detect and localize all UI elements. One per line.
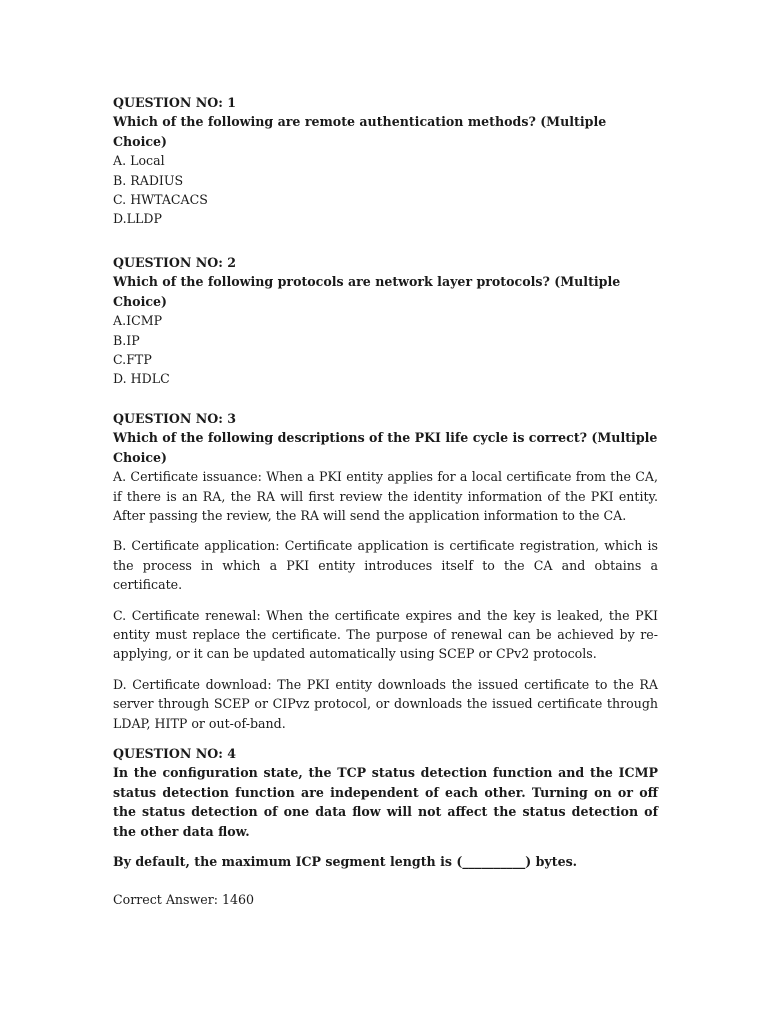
question-title: QUESTION NO: 4 bbox=[113, 746, 237, 761]
option-c: C. Certificate renewal: When the certificate expires and the key is leaked, the PKI entity must replace the certificate. The purpose of renewal can be achieved by re-applying, or it can be updated automatically using SCEP or CPv2 protocols. bbox=[113, 607, 658, 662]
question-text: In the configuration state, the TCP status detection function and the ICMP status detection function are independent of each other. Turning on or off the status detection of one data flow will not affect the status detection of the other data flow. bbox=[113, 765, 658, 839]
option-d: D.LLDP bbox=[113, 211, 162, 227]
option-b: B. RADIUS bbox=[113, 172, 184, 188]
option-b: B. Certificate application: Certificate application is certificate registration, which is the process in which a PKI entity introduces itself to the CA and obtains a certificate. bbox=[113, 538, 658, 593]
question-text: Which of the following descriptions of the PKI life cycle is correct? (Multiple Choice) bbox=[113, 430, 658, 465]
option-c: C.FTP bbox=[113, 352, 152, 368]
option-a: A.ICMP bbox=[113, 313, 163, 329]
fill-in-question: By default, the maximum ICP segment length is (__________) bytes. bbox=[113, 854, 578, 870]
correct-answer: Correct Answer: 1460 bbox=[113, 892, 255, 908]
option-d: D. HDLC bbox=[113, 371, 170, 387]
option-a: A. Local bbox=[113, 153, 165, 169]
option-d: D. Certificate download: The PKI entity downloads the issued certificate to the RA server through SCEP or CIPvz protocol, or downloads the issued certificate through LDAP, HITP or out-of-band. bbox=[113, 676, 658, 731]
option-a: A. Certificate issuance: When a PKI entity applies for a local certificate from the CA, if there is an RA, the RA will first review the identity information of the PKI entity. After passing the review, the RA will send the application information to the CA. bbox=[113, 469, 658, 524]
question-4 bbox=[113, 744, 658, 910]
question-3 bbox=[113, 409, 658, 733]
option-b: B.IP bbox=[113, 332, 140, 348]
question-text: Which of the following protocols are network layer protocols? (Multiple Choice) bbox=[113, 274, 621, 309]
question-1 bbox=[113, 93, 658, 229]
option-c: C. HWTACACS bbox=[113, 192, 208, 208]
question-title: QUESTION NO: 2 bbox=[113, 255, 237, 270]
question-title: QUESTION NO: 1 bbox=[113, 95, 237, 110]
question-title: QUESTION NO: 3 bbox=[113, 411, 237, 426]
question-2 bbox=[113, 253, 658, 389]
question-text: Which of the following are remote authentication methods? (Multiple Choice) bbox=[113, 114, 607, 149]
